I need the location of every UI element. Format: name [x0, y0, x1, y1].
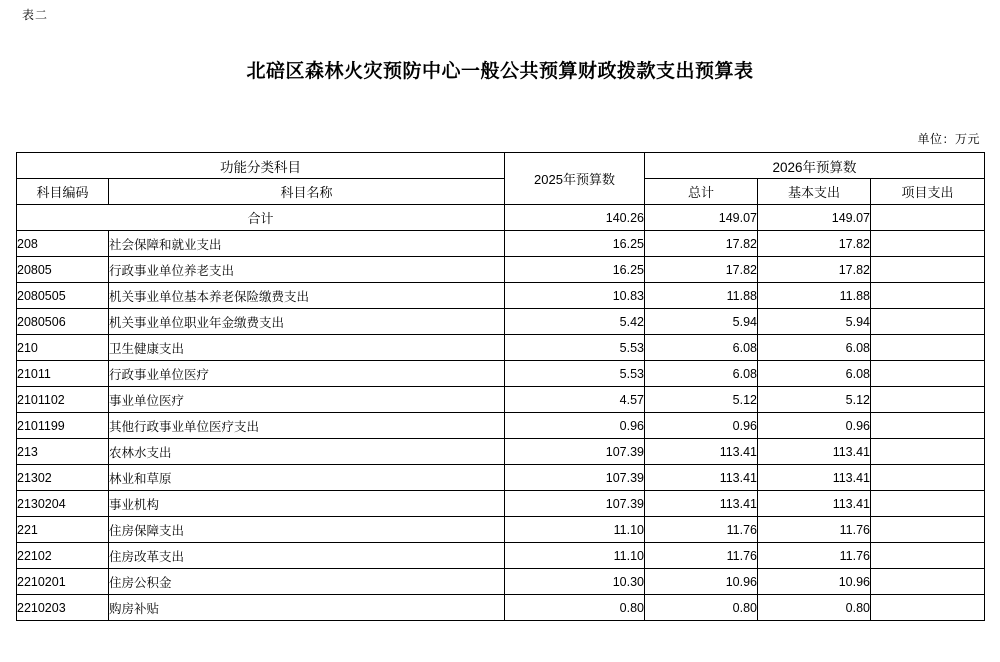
page-title: 北碚区森林火灾预防中心一般公共预算财政拨款支出预算表: [246, 61, 754, 82]
cell-2026-project: [871, 257, 985, 283]
cell-2026-basic: 6.08: [758, 361, 871, 387]
cell-y2025: 16.25: [505, 257, 645, 283]
cell-2026-basic: 17.82: [758, 257, 871, 283]
table-row: [17, 257, 985, 283]
total-y2025: 140.26: [505, 205, 645, 231]
total-2026-basic: 149.07: [758, 205, 871, 231]
cell-2026-project: [871, 413, 985, 439]
cell-2026-project: [871, 283, 985, 309]
cell-2026-total: 0.80: [645, 595, 758, 621]
header-year-2025: 2025年预算数: [505, 153, 645, 205]
cell-2026-project: [871, 361, 985, 387]
table-row: [17, 231, 985, 257]
table-row: [17, 335, 985, 361]
cell-2026-basic: 0.80: [758, 595, 871, 621]
header-project-expenditure: 项目支出: [871, 179, 985, 205]
cell-2026-project: [871, 439, 985, 465]
cell-2026-project: [871, 465, 985, 491]
cell-subject-code: 2080505: [17, 283, 109, 309]
table-header-row-1: [17, 153, 985, 179]
cell-2026-basic: 113.41: [758, 491, 871, 517]
table-row: [17, 517, 985, 543]
cell-subject-code: 22102: [17, 543, 109, 569]
cell-y2025: 107.39: [505, 465, 645, 491]
cell-subject-code: 21011: [17, 361, 109, 387]
cell-2026-total: 5.12: [645, 387, 758, 413]
cell-2026-basic: 6.08: [758, 335, 871, 361]
cell-2026-basic: 0.96: [758, 413, 871, 439]
sheet-label: 表二: [22, 8, 49, 22]
cell-subject-code: 210: [17, 335, 109, 361]
cell-2026-total: 5.94: [645, 309, 758, 335]
cell-subject-code: 2101199: [17, 413, 109, 439]
cell-subject-name: 机关事业单位基本养老保险缴费支出: [109, 283, 505, 309]
cell-2026-total: 10.96: [645, 569, 758, 595]
header-year-2026: 2026年预算数: [645, 153, 985, 179]
cell-subject-name: 机关事业单位职业年金缴费支出: [109, 309, 505, 335]
cell-y2025: 11.10: [505, 543, 645, 569]
cell-subject-code: 2101102: [17, 387, 109, 413]
cell-subject-name: 事业单位医疗: [109, 387, 505, 413]
cell-2026-total: 6.08: [645, 361, 758, 387]
total-2026-total: 149.07: [645, 205, 758, 231]
cell-2026-project: [871, 569, 985, 595]
cell-y2025: 0.80: [505, 595, 645, 621]
cell-subject-name: 林业和草原: [109, 465, 505, 491]
cell-2026-project: [871, 517, 985, 543]
cell-2026-total: 17.82: [645, 257, 758, 283]
cell-subject-code: 213: [17, 439, 109, 465]
cell-y2025: 10.83: [505, 283, 645, 309]
cell-2026-total: 11.88: [645, 283, 758, 309]
table-row: [17, 361, 985, 387]
table-row: [17, 309, 985, 335]
total-2026-project: [871, 205, 985, 231]
cell-subject-code: 2210203: [17, 595, 109, 621]
cell-y2025: 5.42: [505, 309, 645, 335]
cell-2026-total: 113.41: [645, 465, 758, 491]
cell-2026-project: [871, 387, 985, 413]
cell-subject-code: 208: [17, 231, 109, 257]
table-row: [17, 569, 985, 595]
cell-subject-name: 农林水支出: [109, 439, 505, 465]
cell-subject-name: 事业机构: [109, 491, 505, 517]
cell-2026-basic: 17.82: [758, 231, 871, 257]
cell-subject-name: 行政事业单位医疗: [109, 361, 505, 387]
cell-2026-total: 17.82: [645, 231, 758, 257]
cell-2026-project: [871, 595, 985, 621]
cell-y2025: 11.10: [505, 517, 645, 543]
header-basic-expenditure: 基本支出: [758, 179, 871, 205]
cell-subject-name: 卫生健康支出: [109, 335, 505, 361]
cell-y2025: 16.25: [505, 231, 645, 257]
cell-y2025: 5.53: [505, 361, 645, 387]
cell-2026-basic: 113.41: [758, 465, 871, 491]
cell-subject-code: 20805: [17, 257, 109, 283]
cell-2026-project: [871, 543, 985, 569]
cell-2026-basic: 5.12: [758, 387, 871, 413]
cell-subject-name: 住房改革支出: [109, 543, 505, 569]
cell-y2025: 10.30: [505, 569, 645, 595]
cell-y2025: 107.39: [505, 439, 645, 465]
cell-subject-code: 221: [17, 517, 109, 543]
cell-subject-code: 2210201: [17, 569, 109, 595]
unit-note: 单位：万元: [917, 132, 980, 146]
cell-2026-basic: 113.41: [758, 439, 871, 465]
table-row: [17, 491, 985, 517]
cell-2026-project: [871, 231, 985, 257]
header-total: 总计: [645, 179, 758, 205]
table-header-row-2: [17, 179, 985, 205]
table-row: [17, 543, 985, 569]
cell-subject-name: 社会保障和就业支出: [109, 231, 505, 257]
header-subject-name: 科目名称: [109, 179, 505, 205]
table-row: [17, 387, 985, 413]
budget-table: [16, 152, 985, 621]
cell-y2025: 5.53: [505, 335, 645, 361]
cell-2026-project: [871, 491, 985, 517]
cell-2026-basic: 11.76: [758, 517, 871, 543]
table-row: [17, 595, 985, 621]
header-subject-code: 科目编码: [17, 179, 109, 205]
table-body: [17, 205, 985, 621]
cell-y2025: 107.39: [505, 491, 645, 517]
cell-y2025: 0.96: [505, 413, 645, 439]
cell-2026-total: 11.76: [645, 517, 758, 543]
table-row: [17, 283, 985, 309]
cell-2026-basic: 5.94: [758, 309, 871, 335]
cell-2026-total: 6.08: [645, 335, 758, 361]
cell-2026-total: 0.96: [645, 413, 758, 439]
cell-subject-code: 2080506: [17, 309, 109, 335]
cell-2026-total: 113.41: [645, 439, 758, 465]
cell-2026-basic: 11.76: [758, 543, 871, 569]
header-functional-category: 功能分类科目: [17, 153, 505, 179]
cell-2026-project: [871, 335, 985, 361]
table-row: [17, 413, 985, 439]
cell-subject-name: 行政事业单位养老支出: [109, 257, 505, 283]
cell-2026-total: 113.41: [645, 491, 758, 517]
cell-subject-name: 住房保障支出: [109, 517, 505, 543]
cell-y2025: 4.57: [505, 387, 645, 413]
cell-2026-basic: 10.96: [758, 569, 871, 595]
cell-subject-name: 其他行政事业单位医疗支出: [109, 413, 505, 439]
cell-subject-code: 2130204: [17, 491, 109, 517]
table-row: [17, 439, 985, 465]
cell-2026-project: [871, 309, 985, 335]
cell-2026-total: 11.76: [645, 543, 758, 569]
cell-subject-code: 21302: [17, 465, 109, 491]
table-row-total: [17, 205, 985, 231]
total-label: 合计: [17, 205, 505, 231]
table-row: [17, 465, 985, 491]
cell-subject-name: 住房公积金: [109, 569, 505, 595]
cell-2026-basic: 11.88: [758, 283, 871, 309]
cell-subject-name: 购房补贴: [109, 595, 505, 621]
